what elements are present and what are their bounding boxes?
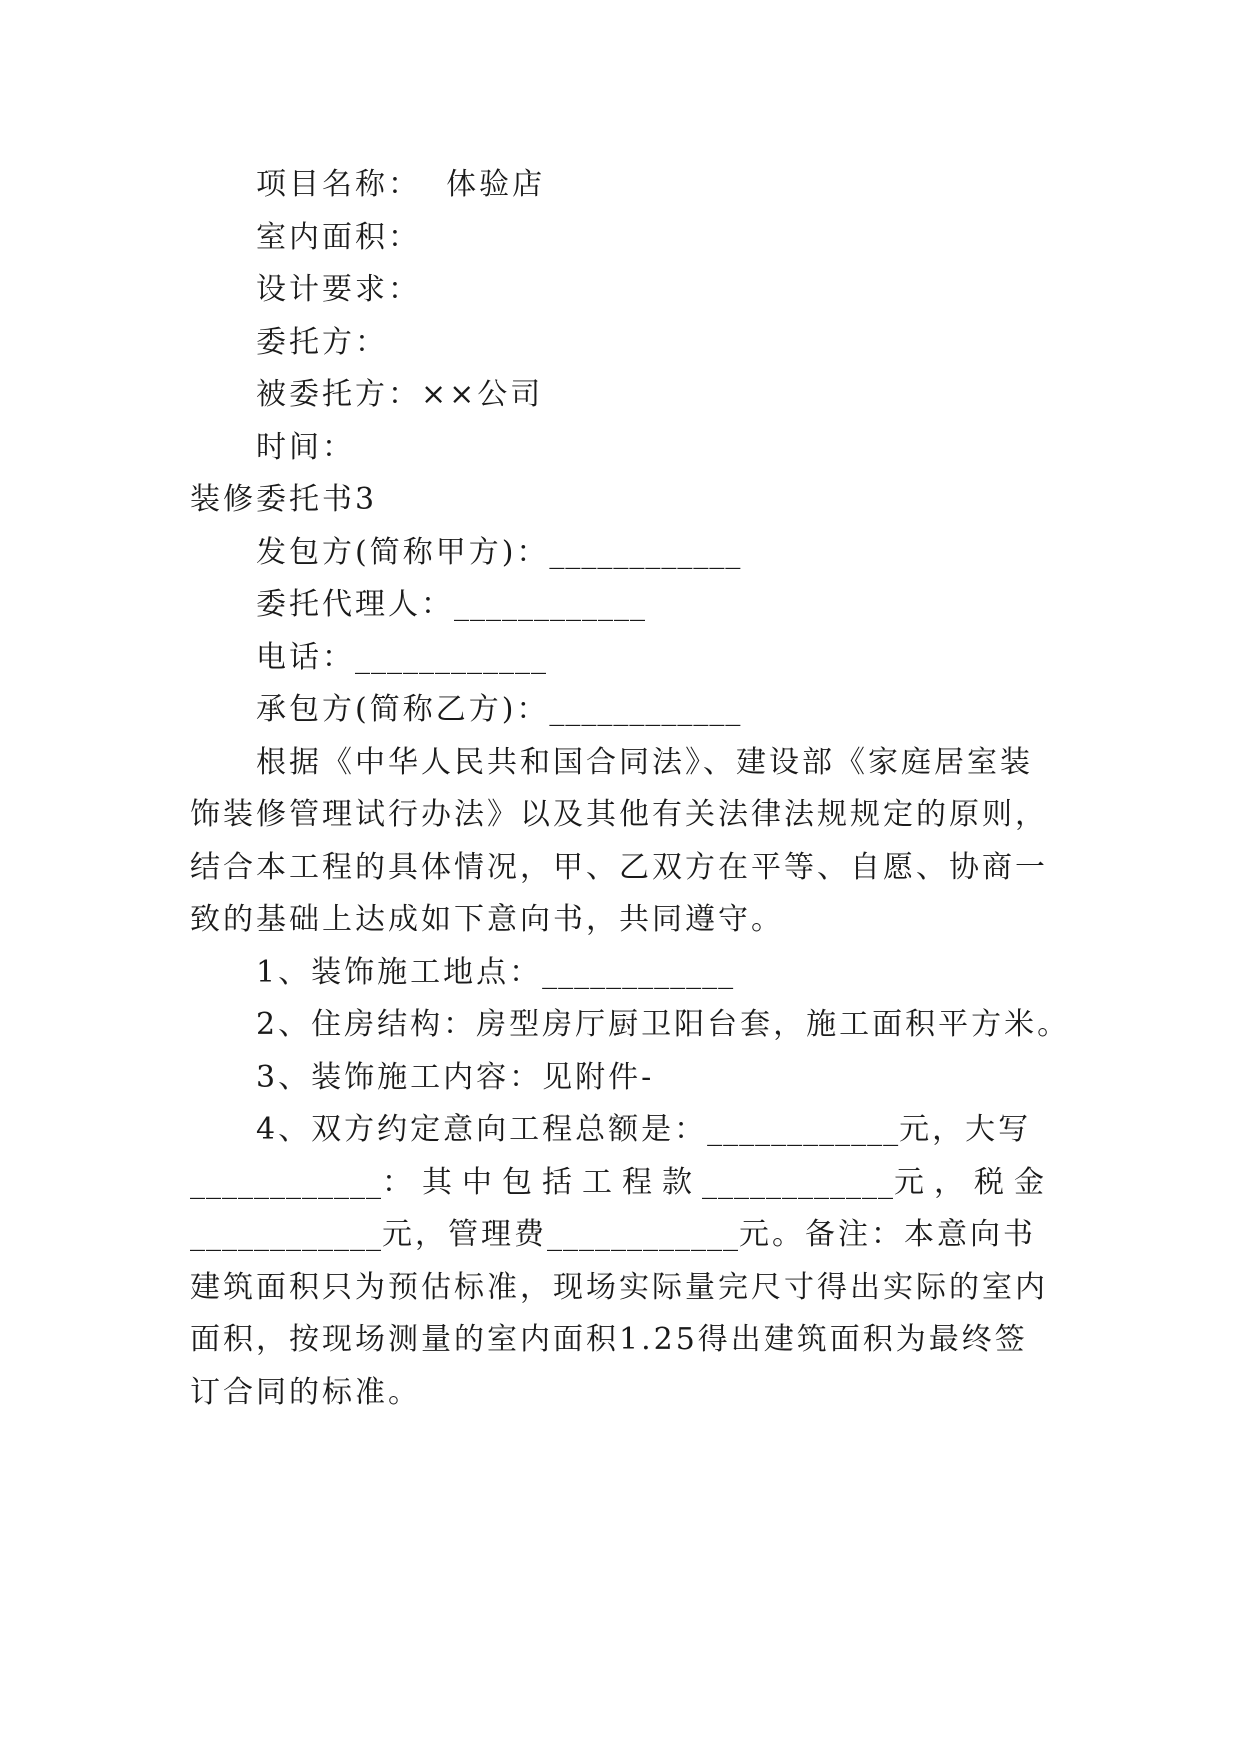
clause-text: 1、装饰施工地点： (256, 955, 543, 990)
field-time (256, 428, 355, 468)
clause-4-line-4: 建筑面积只为预估标准，现场实际量完尺寸得出实际的室内 (190, 1270, 1048, 1305)
clause-4-line-3 (190, 1215, 1036, 1255)
field-label: 项目名称： (256, 167, 421, 202)
fill-blank: ____________ (702, 1165, 894, 1200)
clause-3: 3、装饰施工内容：见附件- (256, 1060, 655, 1095)
clause-4-line-2 (190, 1163, 1054, 1203)
field-label: 室内面积： (256, 220, 421, 255)
field-client (256, 323, 388, 363)
field-label: 设计要求： (256, 272, 421, 307)
field-value: ××公司 (421, 377, 544, 412)
clause-4-line-5: 面积，按现场测量的室内面积1.25得出建筑面积为最终签 (190, 1322, 1028, 1357)
fill-blank: ____________ (542, 955, 735, 990)
clause-4-line-6: 订合同的标准。 (190, 1375, 421, 1410)
field-design-requirements (256, 270, 421, 310)
fill-blank: ____________ (190, 1165, 382, 1200)
clause-1 (256, 953, 734, 993)
clause-2: 2、住房结构：房型房厅厨卫阳台套，施工面积平方米。 (256, 1007, 1071, 1042)
field-value: 体验店 (446, 167, 546, 202)
party-label: 委托代理人： (256, 587, 454, 622)
intro-line: 根据《中华人民共和国合同法》、建设部《家庭居室装 (256, 745, 1033, 780)
intro-line: 结合本工程的具体情况，甲、乙双方在平等、自愿、协商一 (190, 850, 1048, 885)
fill-blank: ____________ (454, 587, 646, 622)
fill-blank: ____________ (549, 535, 742, 570)
field-label: 被委托方： (256, 377, 421, 412)
fill-blank: ____________ (707, 1112, 900, 1147)
party-employer (256, 533, 741, 573)
party-label: 承包方(简称乙方)： (256, 692, 550, 727)
clause-text: 4、双方约定意向工程总额是： (256, 1112, 708, 1147)
clause-text: 元，管理费 (382, 1217, 547, 1252)
clause-text: ：其中包括工程款 (382, 1165, 702, 1200)
intro-line: 饰装修管理试行办法》以及其他有关法律法规规定的原则， (190, 797, 1048, 832)
section-title: 装修委托书3 (190, 482, 378, 517)
field-project-name (256, 165, 545, 205)
field-label: 时间： (256, 430, 355, 465)
field-indoor-area (256, 218, 421, 258)
clause-4-line-1 (256, 1110, 1031, 1150)
party-label: 电话： (256, 640, 355, 675)
fill-blank: ____________ (547, 1217, 739, 1252)
field-label: 委托方： (256, 325, 388, 360)
fill-blank: ____________ (549, 692, 742, 727)
field-contractor (256, 375, 543, 415)
party-phone (256, 638, 547, 678)
clause-text: 元。备注：本意向书 (739, 1217, 1036, 1252)
party-agent (256, 585, 646, 625)
party-label: 发包方(简称甲方)： (256, 535, 550, 570)
intro-line: 致的基础上达成如下意向书，共同遵守。 (190, 902, 784, 937)
fill-blank: ____________ (190, 1217, 382, 1252)
fill-blank: ____________ (355, 640, 547, 675)
clause-text: 元，税金 (894, 1165, 1054, 1200)
clause-text: 元，大写 (899, 1112, 1032, 1147)
party-contractor (256, 690, 741, 730)
